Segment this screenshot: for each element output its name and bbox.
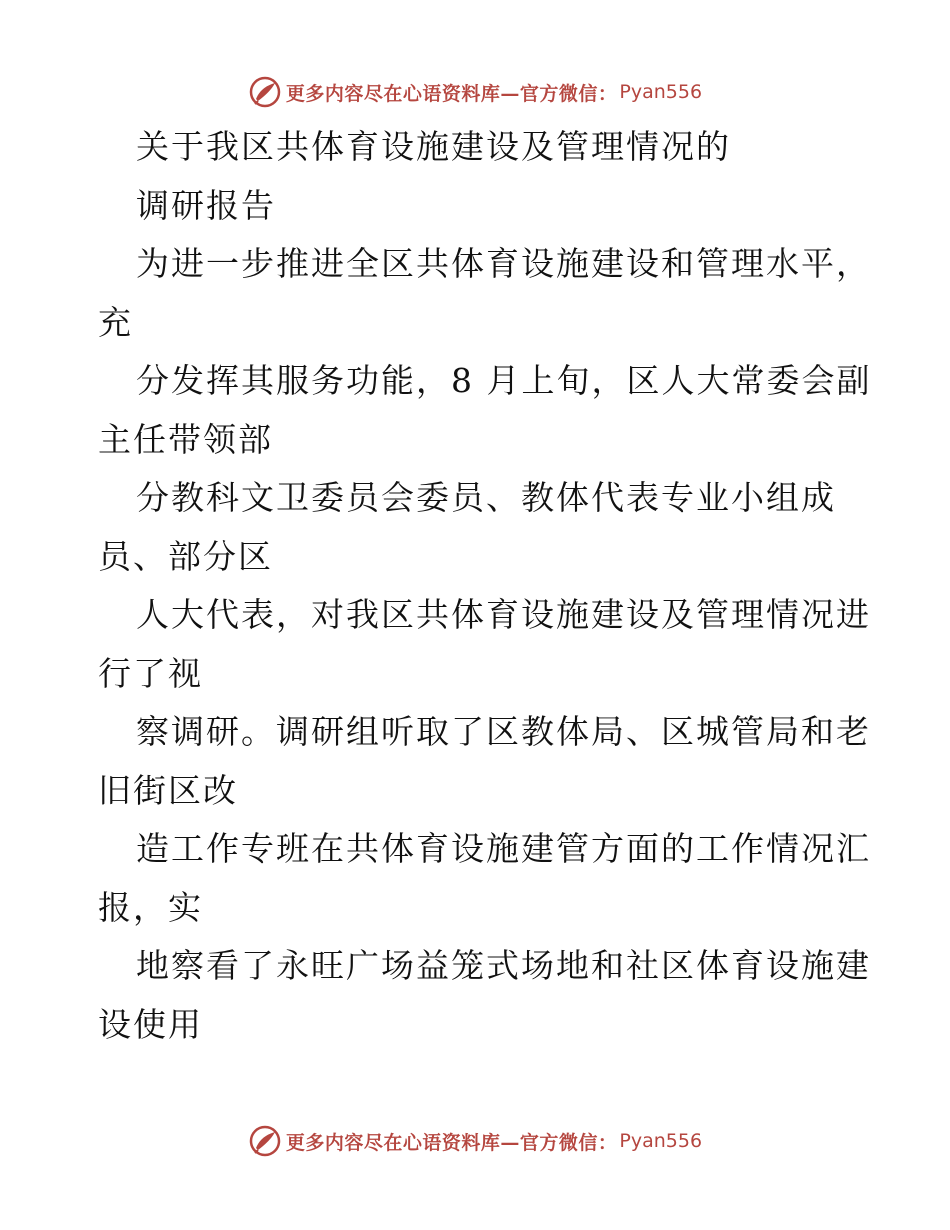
- pen-logo-icon: [248, 1124, 282, 1158]
- doc-line: 行了视: [98, 653, 203, 693]
- doc-line: 为进一步推进全区共体育设施建设和管理水平，: [136, 244, 871, 283]
- header-banner-text: 更多内容尽在心语资料库—官方微信：: [285, 82, 618, 105]
- footer-banner-text: 更多内容尽在心语资料库—官方微信：: [285, 1131, 618, 1154]
- header-banner-code: Pyan556: [619, 81, 703, 103]
- doc-line: 分教科文卫委员会委员、教体代表专业小组成: [136, 478, 836, 517]
- footer-banner: [0, 1121, 950, 1161]
- document-body: [98, 118, 872, 1054]
- doc-line: 造工作专班在共体育设施建管方面的工作情况汇: [136, 829, 871, 868]
- doc-line: 分发挥其服务功能，8 月上旬，区人大常委会副: [136, 361, 872, 400]
- doc-line: 调研报告: [136, 185, 276, 225]
- doc-line: 设使用: [98, 1004, 203, 1044]
- footer-banner-code: Pyan556: [619, 1130, 703, 1152]
- doc-line: 人大代表，对我区共体育设施建设及管理情况进: [136, 595, 871, 634]
- doc-line: 察调研。调研组听取了区教体局、区城管局和老: [136, 712, 871, 751]
- doc-line: 报，实: [98, 887, 203, 927]
- doc-line: 旧街区改: [98, 770, 238, 810]
- doc-line: 主任带领部: [98, 419, 273, 459]
- doc-line: 员、部分区: [98, 536, 273, 576]
- doc-line: 地察看了永旺广场益笼式场地和社区体育设施建: [136, 946, 871, 985]
- pen-logo-icon: [248, 75, 282, 109]
- doc-line: 充: [98, 302, 133, 342]
- doc-line: 关于我区共体育设施建设及管理情况的: [136, 127, 731, 166]
- header-banner: [0, 72, 950, 112]
